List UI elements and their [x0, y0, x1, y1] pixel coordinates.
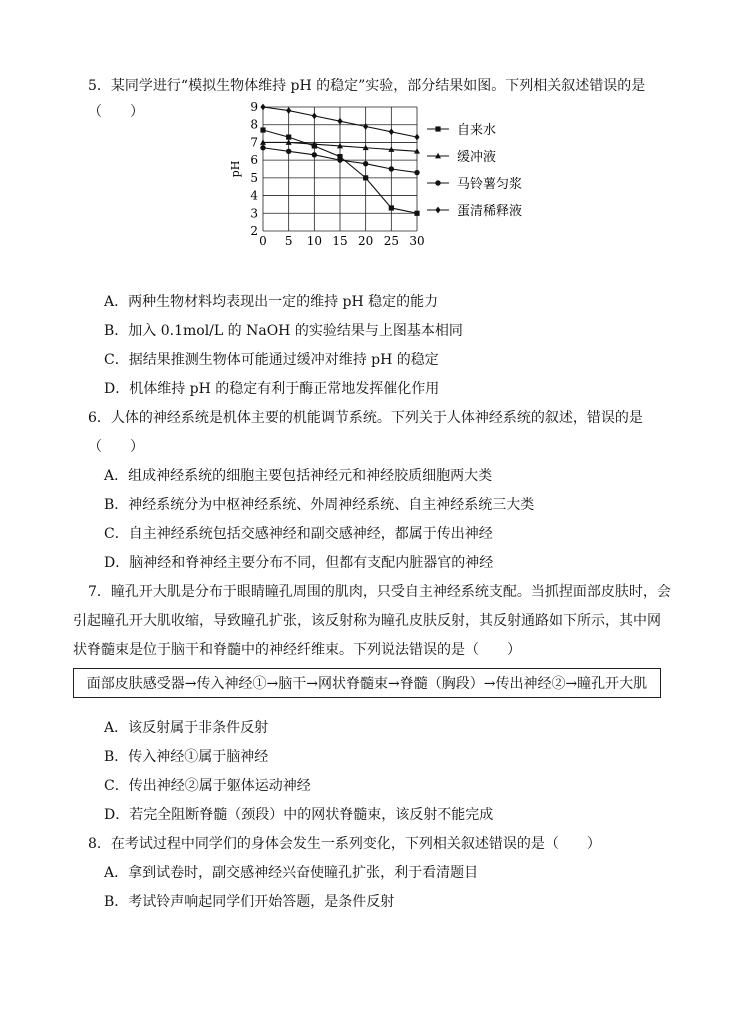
data-point-s2-6 — [414, 170, 419, 175]
data-point-s3-2 — [312, 112, 317, 119]
x-tick-label-3: 15 — [332, 234, 348, 248]
y-tick-label-4: 6 — [250, 153, 258, 168]
q8-stem: 8．在考试过程中同学们的身体会发生一系列变化，下列相关叙述错误的是（ ） — [88, 836, 601, 852]
legend-label-2: 马铃薯匀浆 — [457, 177, 523, 192]
data-point-s3-3 — [337, 118, 342, 125]
y-axis-label: pH — [229, 160, 242, 178]
q8-option-b: B．考试铃声响起同学们开始答题，是条件反射 — [104, 894, 395, 910]
x-tick-label-1: 5 — [284, 234, 293, 248]
q5-option-a: A．两种生物材料均表现出一定的维持 pH 稳定的能力 — [104, 294, 439, 310]
q5-option-c: C．据结果推测生物体可能通过缓冲对维持 pH 的稳定 — [104, 352, 439, 368]
q8-option-a: A．拿到试卷时，副交感神经兴奋使瞳孔扩张，利于看清题目 — [104, 865, 479, 881]
data-point-s2-5 — [389, 166, 394, 171]
data-point-s3-0 — [260, 104, 265, 111]
data-point-s3-6 — [414, 134, 419, 141]
q6-option-b: B．神经系统分为中枢神经系统、外周神经系统、自主神经系统三大类 — [104, 497, 535, 513]
q5-option-b: B．加入 0.1mol/L 的 NaOH 的实验结果与上图基本相同 — [104, 323, 463, 339]
q6-option-d: D．脑神经和脊神经主要分布不同，但都有支配内脏器官的神经 — [104, 555, 494, 571]
q5-stem: 5．某同学进行“模拟生物体维持 pH 的稳定”实验，部分结果如图。下列相关叙述错误的是 — [88, 78, 646, 94]
q5-option-d: D．机体维持 pH 的稳定有利于酶正常地发挥催化作用 — [104, 381, 440, 397]
q6-stem: 6．人体的神经系统是机体主要的机能调节系统。下列关于人体神经系统的叙述，错误的是 — [88, 410, 643, 426]
data-point-s3-1 — [286, 107, 291, 114]
data-point-s2-0 — [260, 145, 265, 150]
data-point-s0-0 — [260, 127, 265, 132]
x-tick-label-0: 0 — [259, 234, 267, 248]
y-tick-label-0: 2 — [250, 224, 258, 238]
q7-stem-line-2: 引起瞳孔开大肌收缩，导致瞳孔扩张，该反射称为瞳孔皮肤反射，其反射通路如下所示，其中网 — [73, 613, 661, 629]
q6-answer-parentheses: （ ） — [88, 439, 144, 455]
data-point-s2-1 — [286, 149, 291, 154]
y-tick-label-6: 8 — [250, 117, 258, 132]
data-point-s0-6 — [414, 211, 419, 216]
q5-answer-parentheses: （ ） — [88, 104, 144, 120]
y-tick-label-2: 4 — [250, 188, 258, 203]
data-point-s3-4 — [363, 123, 368, 130]
data-point-s0-5 — [389, 205, 394, 210]
x-tick-label-5: 25 — [383, 234, 399, 248]
q7-stem-line-1: 7．瞳孔开大肌是分布于眼睛瞳孔周围的肌肉，只受自主神经系统支配。当抓捏面部皮肤时，会 — [88, 584, 671, 600]
x-tick-label-2: 10 — [306, 234, 322, 248]
data-point-s3-5 — [389, 128, 394, 135]
legend-marker-3 — [435, 207, 440, 214]
data-point-s0-4 — [363, 175, 368, 180]
y-tick-label-1: 3 — [250, 206, 258, 221]
reflex-pathway-box — [73, 668, 661, 698]
q7-option-c: C．传出神经②属于躯体运动神经 — [104, 778, 311, 794]
legend-label-3: 蛋清稀释液 — [457, 204, 523, 219]
q7-option-a: A．该反射属于非条件反射 — [104, 720, 269, 736]
data-point-s0-1 — [286, 135, 291, 140]
data-point-s2-2 — [312, 152, 317, 157]
legend-label-0: 自来水 — [457, 123, 497, 138]
data-point-s2-3 — [337, 157, 342, 162]
q7-stem-line-3: 状脊髓束是位于脑干和脊髓中的神经纤维束。下列说法错误的是（ ） — [73, 642, 521, 658]
data-point-s2-4 — [363, 161, 368, 166]
ph-line-chart — [226, 100, 556, 252]
y-tick-label-3: 5 — [250, 170, 258, 185]
legend-marker-0 — [435, 126, 440, 131]
reflex-pathway-text: 面部皮肤感受器→传入神经①→脑干→网状脊髓束→脊髓（胸段）→传出神经②→瞳孔开大肌 — [86, 676, 648, 692]
q7-option-b: B．传入神经①属于脑神经 — [104, 749, 269, 765]
x-tick-label-6: 30 — [409, 234, 425, 248]
y-tick-label-5: 7 — [250, 135, 258, 150]
y-tick-label-7: 9 — [250, 100, 258, 114]
x-tick-label-4: 20 — [358, 234, 374, 248]
q7-option-d: D．若完全阻断脊髓（颈段）中的网状脊髓束，该反射不能完成 — [104, 807, 494, 823]
legend-label-1: 缓冲液 — [457, 150, 497, 165]
legend-marker-2 — [435, 180, 440, 185]
q6-option-c: C．自主神经系统包括交感神经和副交感神经，都属于传出神经 — [104, 526, 493, 542]
q6-option-a: A．组成神经系统的细胞主要包括神经元和神经胶质细胞两大类 — [104, 468, 493, 484]
